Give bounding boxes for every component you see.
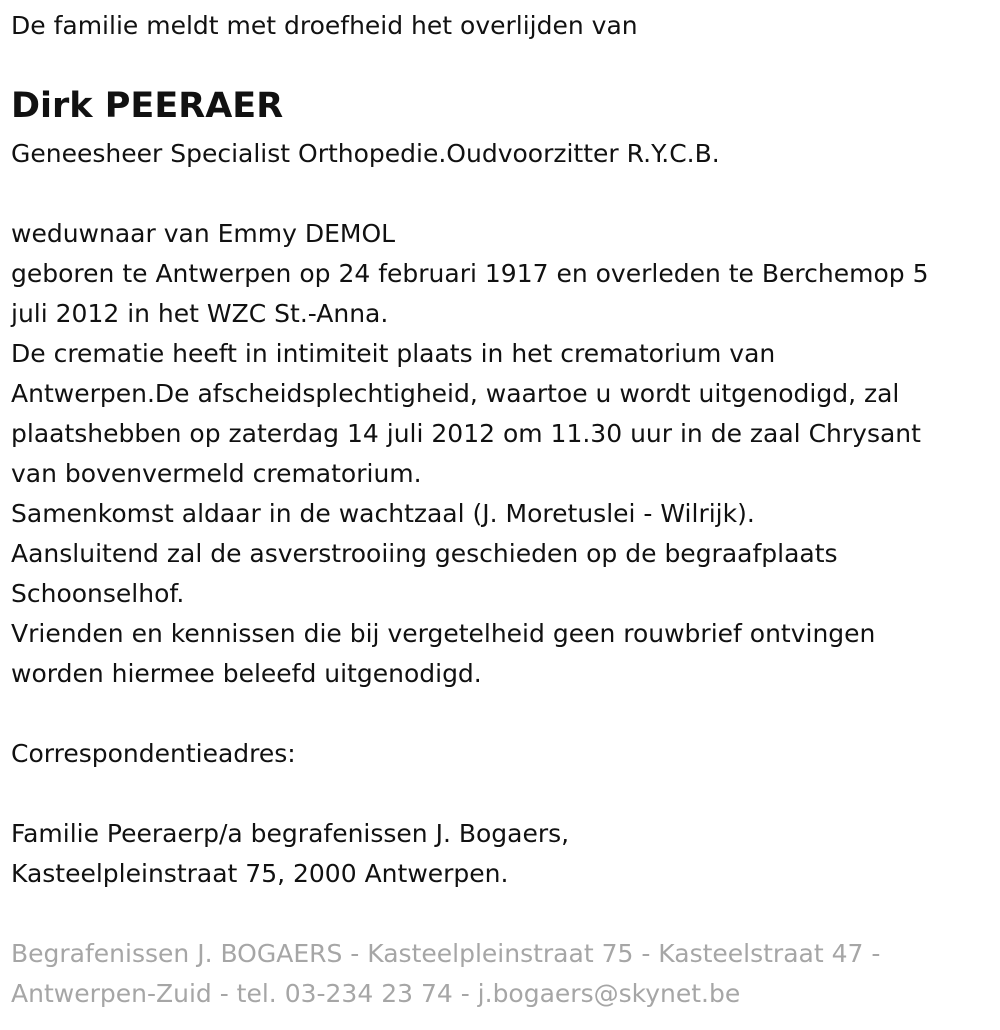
footer-line: Antwerpen-Zuid - tel. 03-234 23 74 - j.bogaers@skynet.be [11,979,741,1008]
body-line: Aansluitend zal de asverstrooiing geschieden op de begraafplaats [11,539,838,568]
body-line: Antwerpen.De afscheidsplechtigheid, waartoe u wordt uitgenodigd, zal [11,379,900,408]
footer-line: Begrafenissen J. BOGAERS - Kasteelpleinstraat 75 - Kasteelstraat 47 - [11,939,881,968]
notice-body [11,214,928,694]
body-line: juli 2012 in het WZC St.-Anna. [11,299,389,328]
intro-text: De familie meldt met droefheid het overlijden van [11,11,638,40]
body-line: Schoonselhof. [11,579,185,608]
body-line: plaatshebben op zaterdag 14 juli 2012 om 11.30 uur in de zaal Chrysant [11,419,921,448]
correspondence-label: Correspondentieadres: [11,739,296,768]
body-line: Samenkomst aldaar in de wachtzaal (J. Moretuslei - Wilrijk). [11,499,755,528]
deceased-title: Geneesheer Specialist Orthopedie.Oudvoorzitter R.Y.C.B. [11,139,720,168]
body-line: geboren te Antwerpen op 24 februari 1917 en overleden te Berchemop 5 [11,259,929,288]
deceased-name: Dirk PEERAER [11,86,284,126]
address-line: Kasteelpleinstraat 75, 2000 Antwerpen. [11,859,509,888]
correspondence-address [11,814,569,894]
body-line: worden hiermee beleefd uitgenodigd. [11,659,482,688]
body-line: De crematie heeft in intimiteit plaats in het crematorium van [11,339,776,368]
body-line: Vrienden en kennissen die bij vergetelheid geen rouwbrief ontvingen [11,619,876,648]
funeral-home-footer [11,934,880,1014]
address-line: Familie Peeraerp/a begrafenissen J. Bogaers, [11,819,570,848]
body-line: van bovenvermeld crematorium. [11,459,422,488]
body-line: weduwnaar van Emmy DEMOL [11,219,396,248]
